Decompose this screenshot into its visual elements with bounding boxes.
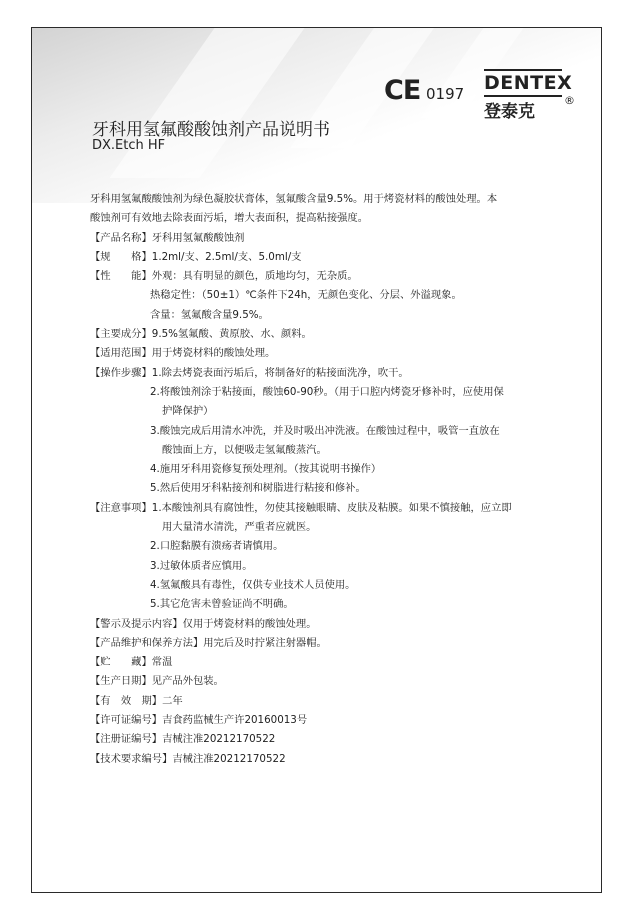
warning: 【警示及提示内容】仅用于烤瓷材料的酸蚀处理。 [90, 617, 317, 630]
scope: 【适用范围】用于烤瓷材料的酸蚀处理。 [90, 347, 276, 360]
intro-line: 牙科用氢氟酸酸蚀剂为绿色凝胶状膏体，氢氟酸含量9.5%。用于烤瓷材料的酸蚀处理。本 [90, 193, 498, 205]
intro-line: 酸蚀剂可有效地去除表面污垢，增大表面积，提高粘接强度。 [90, 212, 369, 225]
performance-line: 【性 能】外观：具有明显的颜色，质地均匀，无杂质。 [90, 270, 358, 283]
production-date: 【生产日期】见产品外包装。 [90, 675, 224, 688]
storage: 【贮 藏】常温 [90, 656, 173, 669]
tech-requirement-number: 【技术要求编号】吉械注准20212170522 [90, 752, 286, 765]
step-line: 护降保护） [162, 405, 214, 418]
performance-line: 热稳定性：（50±1）℃条件下24h，无颜色变化、分层、外溢现象。 [150, 289, 462, 302]
step-line: 3.酸蚀完成后用清水冲洗，并及时吸出冲洗液。在酸蚀过程中，吸管一直放在 [150, 424, 500, 437]
document-title: 牙科用氢氟酸酸蚀剂产品说明书 [92, 120, 330, 140]
caution-line: 4.氢氟酸具有毒性，仅供专业技术人员使用。 [150, 578, 356, 591]
ce-mark: CE [384, 75, 421, 106]
document-body [90, 190, 590, 769]
brand-logo-text: DENTEX [484, 72, 573, 94]
spec: 【规 格】1.2ml/支、2.5ml/支、5.0ml/支 [90, 250, 302, 263]
ce-number: 0197 [426, 85, 465, 103]
product-name: 【产品名称】牙科用氢氟酸酸蚀剂 [90, 231, 245, 244]
validity: 【有 效 期】二年 [90, 694, 183, 707]
caution-line: 【注意事项】1.本酸蚀剂具有腐蚀性，勿使其接触眼睛、皮肤及粘膜。如果不慎接触，应立即 [90, 501, 512, 514]
decor-stripe [109, 28, 304, 178]
performance-line: 含量：氢氟酸含量9.5%。 [150, 308, 269, 321]
step-line: 2.将酸蚀剂涂于粘接面，酸蚀60-90秒。（用于口腔内烤瓷牙修补时，应使用保 [150, 385, 504, 398]
product-code: DX.Etch HF [92, 138, 166, 153]
registration-number: 【注册证编号】吉械注准20212170522 [90, 733, 276, 746]
brand-logo [484, 69, 573, 97]
instruction-sheet [31, 27, 602, 893]
composition: 【主要成分】9.5%氢氟酸、黄原胶、水、颜料。 [90, 328, 312, 341]
step-line: 【操作步骤】1.除去烤瓷表面污垢后，将制备好的粘接面洗净，吹干。 [90, 366, 409, 379]
registered-mark: ® [564, 94, 575, 107]
caution-line: 2.口腔黏膜有溃疡者请慎用。 [150, 540, 284, 553]
license-number: 【许可证编号】吉食药监械生产许20160013号 [90, 714, 308, 727]
brand-name-cn: 登泰克 [484, 102, 535, 122]
step-line: 5.然后使用牙科粘接剂和树脂进行粘接和修补。 [150, 482, 366, 495]
caution-line: 用大量清水清洗，严重者应就医。 [162, 521, 317, 534]
step-line: 4.施用牙科用瓷修复预处理剂。（按其说明书操作） [150, 463, 382, 476]
caution-line: 3.过敏体质者应慎用。 [150, 559, 253, 572]
caution-line: 5.其它危害未曾验证尚不明确。 [150, 598, 294, 611]
maintenance: 【产品维护和保养方法】用完后及时拧紧注射器帽。 [90, 636, 327, 649]
step-line: 酸蚀面上方，以便吸走氢氟酸蒸汽。 [162, 443, 327, 456]
